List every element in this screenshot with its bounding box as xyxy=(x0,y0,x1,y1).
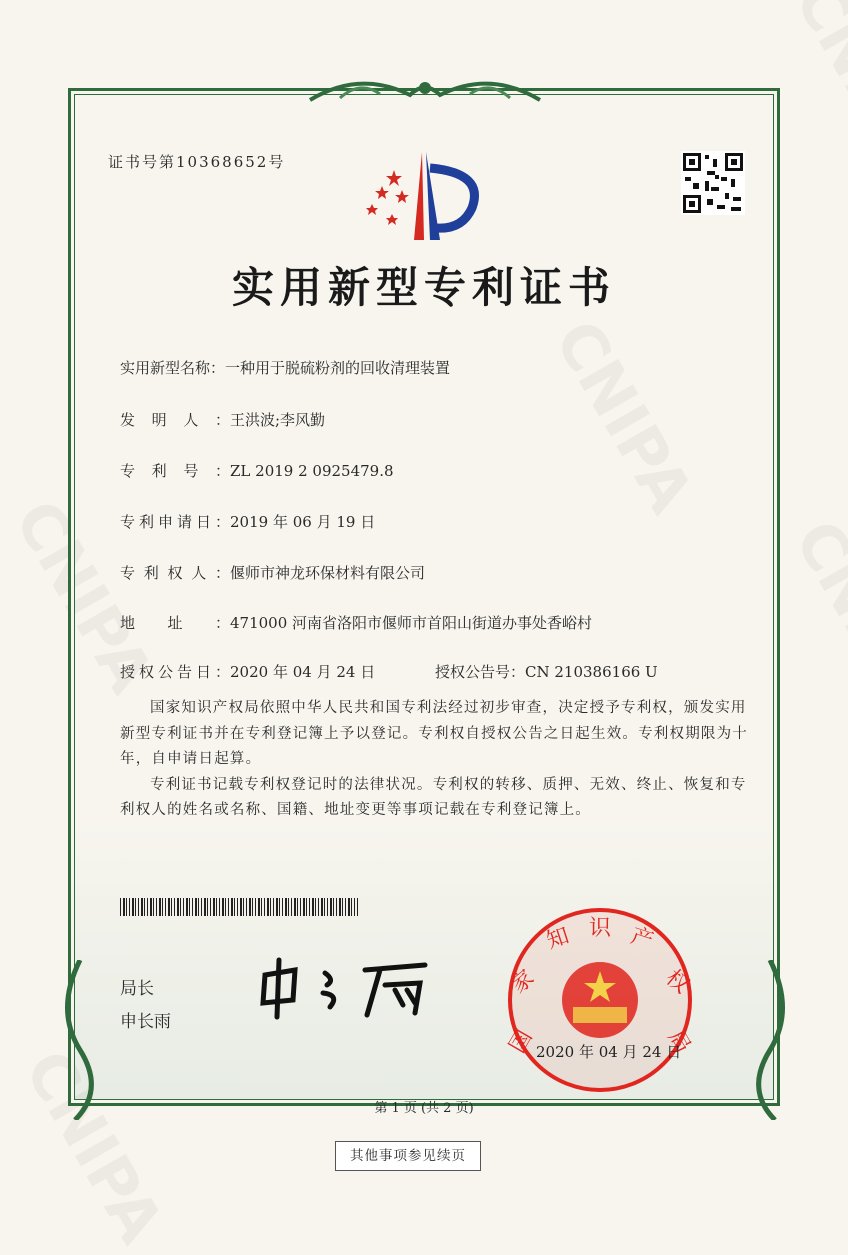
field-label: 专利申请日： xyxy=(120,513,230,531)
certificate-number: 证书号第10368652号 xyxy=(108,153,286,171)
field-value: 一种用于脱硫粉剂的回收清理装置 xyxy=(225,359,451,377)
field-patentee xyxy=(120,562,425,583)
official-seal xyxy=(505,905,695,1095)
field-value: ZL 2019 2 0925479.8 xyxy=(230,462,394,480)
certificate-title: 实用新型专利证书 xyxy=(231,263,616,312)
statement-line: 国家知识产权局依照中华人民共和国专利法经过初步审查，决定授予专利权，颁发实用 xyxy=(150,700,747,716)
svg-text:知: 知 xyxy=(543,923,573,955)
field-label: 授权公告号： xyxy=(435,663,526,681)
svg-text:识: 识 xyxy=(588,916,612,941)
field-label: 发明人： xyxy=(120,411,230,429)
svg-text:家: 家 xyxy=(506,965,540,999)
signature xyxy=(255,955,440,1020)
svg-text:国: 国 xyxy=(505,1025,538,1058)
watermark xyxy=(780,0,848,185)
field-label: 专利权人： xyxy=(120,564,230,582)
field-value: 2019 年 06 月 19 日 xyxy=(230,513,376,531)
field-address xyxy=(120,612,592,633)
field-value: 2020 年 04 月 24 日 xyxy=(230,663,376,681)
right-corner-ornament-icon xyxy=(740,960,800,1120)
field-value: 471000 河南省洛阳市偃师市首阳山街道办事处香峪村 xyxy=(230,614,593,632)
field-grant-number xyxy=(435,661,658,682)
statement-paragraph xyxy=(120,696,750,824)
field-label: 地址： xyxy=(120,614,230,632)
statement-line: 专利证书记载专利权登记时的法律状况。专利权的转移、质押、无效、终止、恢复和专 xyxy=(150,776,747,793)
field-utility-model-name xyxy=(120,357,450,378)
field-value: 王洪波;李风勤 xyxy=(230,411,326,429)
field-value: CN 210386166 U xyxy=(525,663,658,681)
field-inventor xyxy=(120,409,325,430)
top-ornament-icon xyxy=(300,70,550,110)
seal-date: 2020 年 04 月 24 日 xyxy=(536,1043,682,1061)
cnipa-logo-icon xyxy=(360,148,490,248)
field-value: 偃师市神龙环保材料有限公司 xyxy=(230,564,426,582)
field-grant-date xyxy=(120,661,375,682)
watermark xyxy=(780,508,848,725)
svg-text:局: 局 xyxy=(662,1025,695,1058)
field-application-date xyxy=(120,511,375,532)
statement-line: 利权人的姓名或名称、国籍、地址变更等事项记载在专利登记簿上。 xyxy=(120,802,591,818)
qr-code xyxy=(681,151,745,215)
signatory-title: 局长 xyxy=(120,979,154,999)
svg-text:权: 权 xyxy=(660,965,694,999)
field-label: 实用新型名称： xyxy=(120,359,226,377)
page-indicator: 第 1 页 (共 2 页) xyxy=(374,1101,474,1116)
statement-line: 新型专利证书并在专利登记簿上予以登记。专利权自授权公告之日起生效。专利权期限为十 xyxy=(120,725,748,742)
barcode xyxy=(120,898,358,916)
field-label: 专利号： xyxy=(120,462,230,480)
field-label: 授权公告日： xyxy=(120,663,230,681)
svg-text:产: 产 xyxy=(627,923,657,955)
field-patent-number xyxy=(120,460,394,481)
continuation-note: 其他事项参见续页 xyxy=(335,1141,481,1171)
statement-line: 年，自申请日起算。 xyxy=(120,751,262,767)
signatory-name: 申长雨 xyxy=(120,1012,171,1032)
left-corner-ornament-icon xyxy=(50,960,110,1120)
